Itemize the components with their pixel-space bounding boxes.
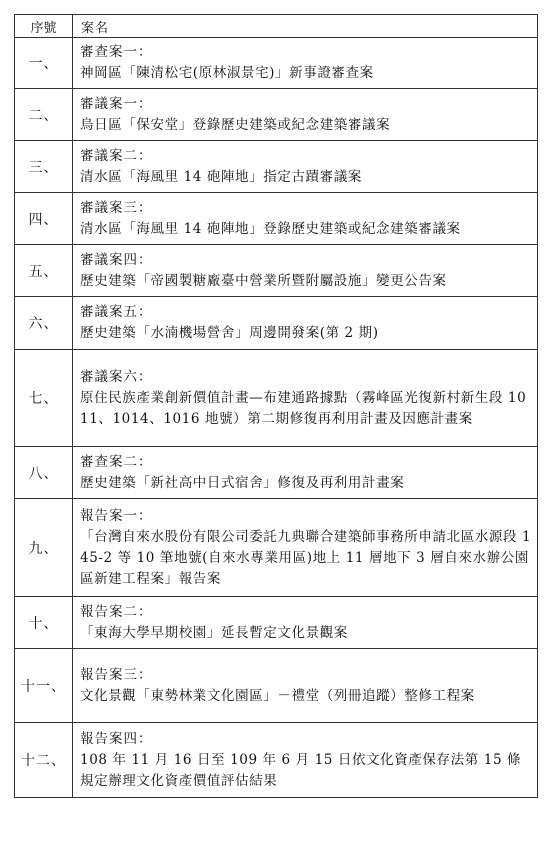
table-row [15, 597, 538, 649]
case-type: 審議案四： [80, 251, 153, 268]
case-type: 審議案一： [80, 95, 153, 112]
row-number: 二、 [15, 89, 73, 141]
table-row [15, 245, 538, 297]
row-case [73, 597, 538, 649]
table-row [15, 89, 538, 141]
row-case [73, 141, 538, 193]
row-case [73, 193, 538, 245]
row-number: 十、 [15, 597, 73, 649]
case-type: 報告案三： [80, 666, 153, 683]
case-title: 歷史建築「水湳機場營舍」周邊開發案(第 2 期) [80, 325, 379, 341]
case-type: 審查案一： [80, 44, 153, 60]
row-case [73, 245, 538, 297]
table-row [15, 141, 538, 193]
row-case [73, 649, 538, 723]
row-number: 七、 [15, 350, 73, 447]
row-number: 十二、 [15, 723, 73, 798]
table-row [15, 447, 538, 499]
case-type: 審議案六： [80, 368, 153, 385]
case-title: 108 年 11 月 16 日至 109 年 6 月 15 日依文化資產保存法第 15 條規定辦理文化資產價值評估結果 [80, 751, 522, 789]
case-title: 「東海大學早期校園」延長暫定文化景觀案 [80, 624, 348, 641]
table-row [15, 350, 538, 447]
table-header-row [15, 15, 538, 38]
case-type: 審議案五： [80, 304, 153, 320]
row-case [73, 447, 538, 499]
case-type: 審議案三： [80, 199, 153, 216]
row-number: 十一、 [15, 649, 73, 723]
case-title: 「台灣自來水股份有限公司委託九典聯合建築師事務所申請北區水源段 145-2 等 10 筆地號(自來水專業用區)地上 11 層地下 3 層自來水辦公園區新建工程案」報告案 [80, 528, 532, 587]
row-number: 一、 [15, 38, 73, 89]
table-row [15, 499, 538, 597]
case-type: 報告案一： [80, 507, 153, 524]
table-row [15, 649, 538, 723]
table-body [15, 38, 538, 798]
case-title: 清水區「海風里 14 砲陣地」登錄歷史建築或紀念建築審議案 [80, 220, 461, 237]
row-number: 六、 [15, 297, 73, 350]
case-type: 審查案二： [80, 453, 153, 470]
table-row [15, 723, 538, 798]
header-case-name: 案名 [73, 15, 538, 38]
row-number: 九、 [15, 499, 73, 597]
row-case [73, 499, 538, 597]
case-title: 神岡區「陳清松宅(原林淑景宅)」新事證審查案 [80, 65, 374, 81]
header-number: 序號 [15, 15, 73, 38]
case-title: 清水區「海風里 14 砲陣地」指定古蹟審議案 [80, 168, 362, 185]
case-title: 歷史建築「新社高中日式宿舍」修復及再利用計畫案 [80, 474, 405, 491]
case-title: 文化景觀「東勢林業文化園區」－禮堂（列冊追蹤）整修工程案 [80, 687, 475, 704]
case-title: 歷史建築「帝國製糖廠臺中營業所暨附屬設施」變更公告案 [80, 272, 447, 289]
row-case [73, 350, 538, 447]
table-row [15, 193, 538, 245]
row-number: 三、 [15, 141, 73, 193]
case-type: 報告案四： [80, 730, 153, 747]
row-number: 五、 [15, 245, 73, 297]
agenda-table [14, 14, 538, 798]
case-title: 原住民族產業創新價值計畫—布建通路據點（霧峰區光復新村新生段 1011、1014、1016 地號）第二期修復再利用計畫及因應計畫案 [80, 389, 527, 427]
table-row [15, 297, 538, 350]
table-row [15, 38, 538, 89]
row-case [73, 38, 538, 89]
row-number: 四、 [15, 193, 73, 245]
case-title: 烏日區「保安堂」登錄歷史建築或紀念建築審議案 [80, 116, 391, 133]
row-case [73, 89, 538, 141]
case-type: 報告案二： [80, 603, 153, 620]
row-case [73, 297, 538, 350]
case-type: 審議案二： [80, 147, 153, 164]
row-case [73, 723, 538, 798]
row-number: 八、 [15, 447, 73, 499]
